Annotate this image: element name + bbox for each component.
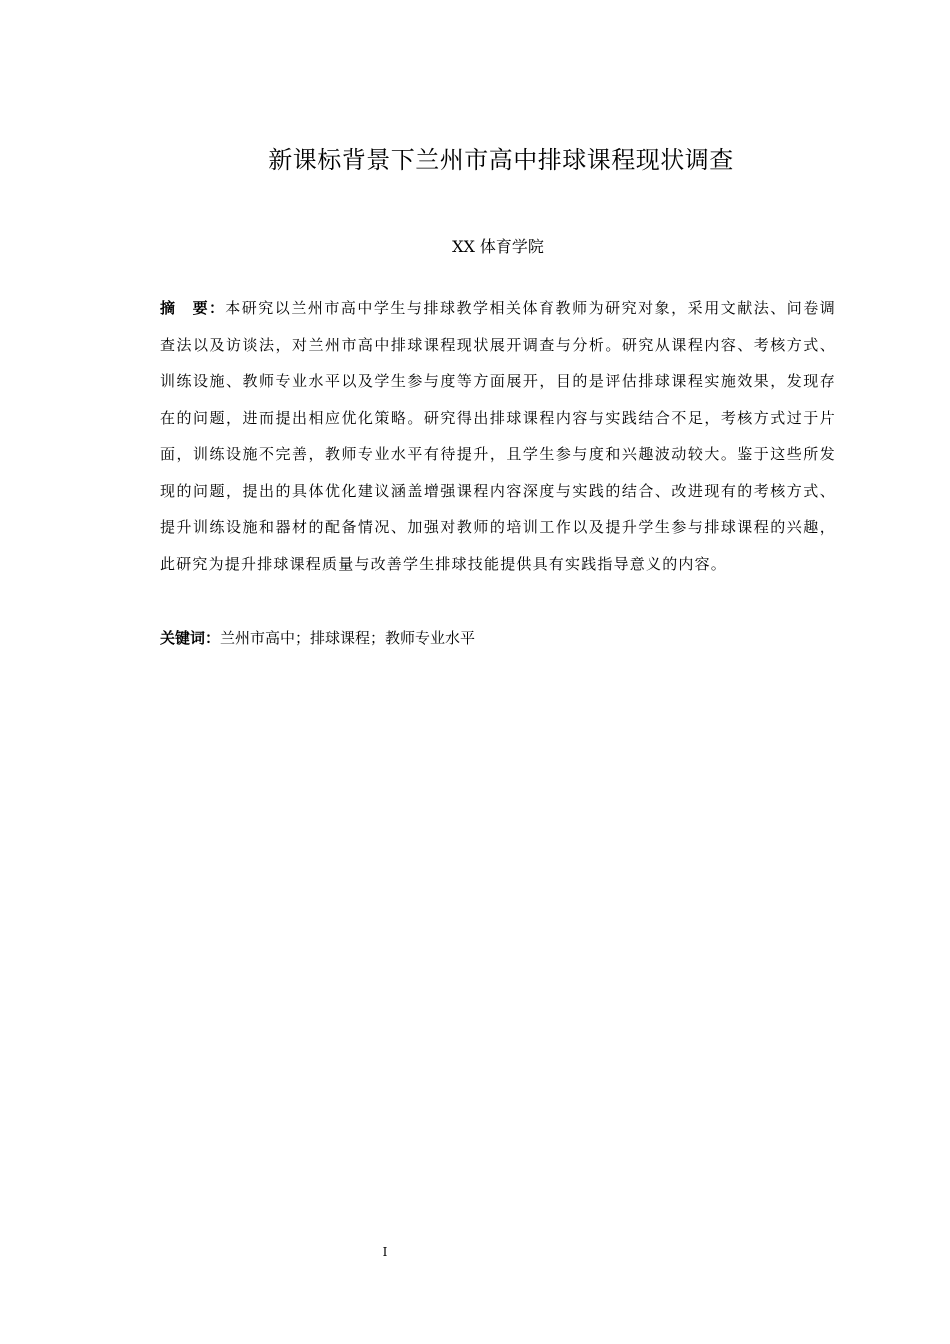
paper-title: 新课标背景下兰州市高中排球课程现状调查 xyxy=(268,146,734,174)
keywords-label: 关键词： xyxy=(160,629,221,647)
keywords-line xyxy=(160,624,836,652)
abstract-label: 摘 要： xyxy=(160,299,226,317)
author-affiliation: XX 体育学院 xyxy=(452,237,544,256)
abstract-paragraph xyxy=(160,290,836,582)
page-number: I xyxy=(382,1245,388,1259)
abstract-text: 本研究以兰州市高中学生与排球教学相关体育教师为研究对象，采用文献法、问卷调查法以及访谈法，对兰州市高中排球课程现状展开调查与分析。研究从课程内容、考核方式、训练设施、教师专业水平以及学生参与度等方面展开，目的是评估排球课程实施效果，发现存在的问题，进而提出相应优化策略。研究得出排球课程内容与实践结合不足，考核方式过于片面，训练设施不完善，教师专业水平有待提升，且学生参与度和兴趣波动较大。鉴于这些所发现的问题，提出的具体优化建议涵盖增强课程内容深度与实践的结合、改进现有的考核方式、提升训练设施和器材的配备情况、加强对教师的培训工作以及提升学生参与排球课程的兴趣，此研究为提升排球课程质量与改善学生排球技能提供具有实践指导意义的内容。 xyxy=(160,299,836,573)
keywords-text: 兰州市高中；排球课程；教师专业水平 xyxy=(220,629,476,647)
